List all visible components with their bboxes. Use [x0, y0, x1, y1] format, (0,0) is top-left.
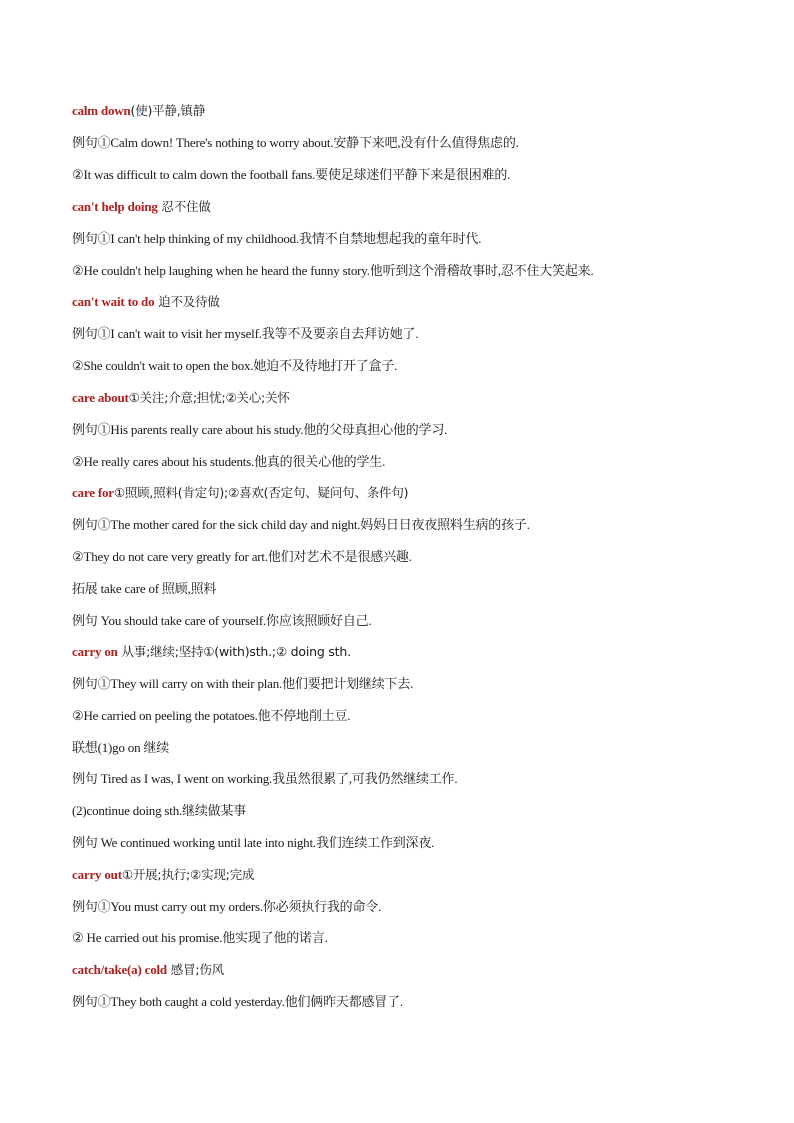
example-line: 例句 We continued working until late into night.我们连续工作到深夜.: [72, 835, 435, 850]
phrase-meaning: 忍不住做: [157, 199, 211, 214]
example-line: ②He carried on peeling the potatoes.他不停地削土豆.: [72, 708, 351, 723]
extension-line: 拓展 take care of 照顾,照料: [72, 581, 217, 596]
phrase-meaning: 从事;继续;坚持①(with)sth.;② doing sth.: [117, 644, 351, 659]
entry-heading: [72, 644, 351, 660]
example-line: 例句①I can't wait to visit her myself.我等不及要亲自去拜访她了.: [72, 326, 419, 341]
phrase-meaning: (使)平静,镇静: [130, 103, 206, 118]
phrase-term: can't help doing: [72, 199, 158, 214]
phrase-meaning: ①照顾,照料(肯定句);②喜欢(否定句、疑问句、条件句): [113, 485, 409, 500]
phrase-term: carry on: [72, 644, 118, 659]
phrase-meaning: 迫不及待做: [154, 294, 220, 309]
entry-heading: [72, 103, 205, 119]
example-line: 例句①They will carry on with their plan.他们要把计划继续下去.: [72, 676, 414, 691]
example-line: ②She couldn't wait to open the box.她迫不及待地打开了盒子.: [72, 358, 398, 373]
example-line: ②He really cares about his students.他真的很关心他的学生.: [72, 454, 386, 469]
example-line: 例句①The mother cared for the sick child day and night.妈妈日日夜夜照料生病的孩子.: [72, 517, 530, 532]
example-line: 例句①I can't help thinking of my childhood.我情不自禁地想起我的童年时代.: [72, 231, 482, 246]
phrase-meaning: ①关注;介意;担忧;②关心;关怀: [128, 390, 290, 405]
example-line: 例句①You must carry out my orders.你必须执行我的命令.: [72, 899, 382, 914]
phrase-term: care about: [72, 390, 129, 405]
example-line: ② He carried out his promise.他实现了他的诺言.: [72, 930, 328, 945]
phrase-meaning: 感冒;伤风: [166, 962, 224, 977]
entry-heading: [72, 390, 290, 406]
example-line: ②He couldn't help laughing when he heard the funny story.他听到这个滑稽故事时,忍不住大笑起来.: [72, 263, 594, 278]
phrase-term: can't wait to do: [72, 294, 155, 309]
entry-heading: [72, 962, 224, 978]
example-line: ②They do not care very greatly for art.他们对艺术不是很感兴趣.: [72, 549, 412, 564]
entry-heading: [72, 294, 220, 310]
phrase-term: care for: [72, 485, 114, 500]
example-line: 例句 Tired as I was, I went on working.我虽然很累了,可我仍然继续工作.: [72, 771, 458, 786]
phrase-term: calm down: [72, 103, 131, 118]
entry-heading: [72, 485, 408, 501]
phrase-term: catch/take(a) cold: [72, 962, 167, 977]
example-line: 例句①They both caught a cold yesterday.他们俩昨天都感冒了.: [72, 994, 403, 1009]
association-line: 联想(1)go on 继续: [72, 740, 170, 755]
example-line: 例句 You should take care of yourself.你应该照顾好自己.: [72, 613, 372, 628]
example-line: 例句①His parents really care about his study.他的父母真担心他的学习.: [72, 422, 448, 437]
example-line: ②It was difficult to calm down the football fans.要使足球迷们平静下来是很困难的.: [72, 167, 511, 182]
entry-heading: [72, 867, 254, 883]
example-line: 例句①Calm down! There's nothing to worry about.安静下来吧,没有什么值得焦虑的.: [72, 135, 519, 150]
association-line: (2)continue doing sth.继续做某事: [72, 803, 247, 818]
entry-heading: [72, 199, 211, 215]
phrase-meaning: ①开展;执行;②实现;完成: [121, 867, 255, 882]
phrase-term: carry out: [72, 867, 122, 882]
